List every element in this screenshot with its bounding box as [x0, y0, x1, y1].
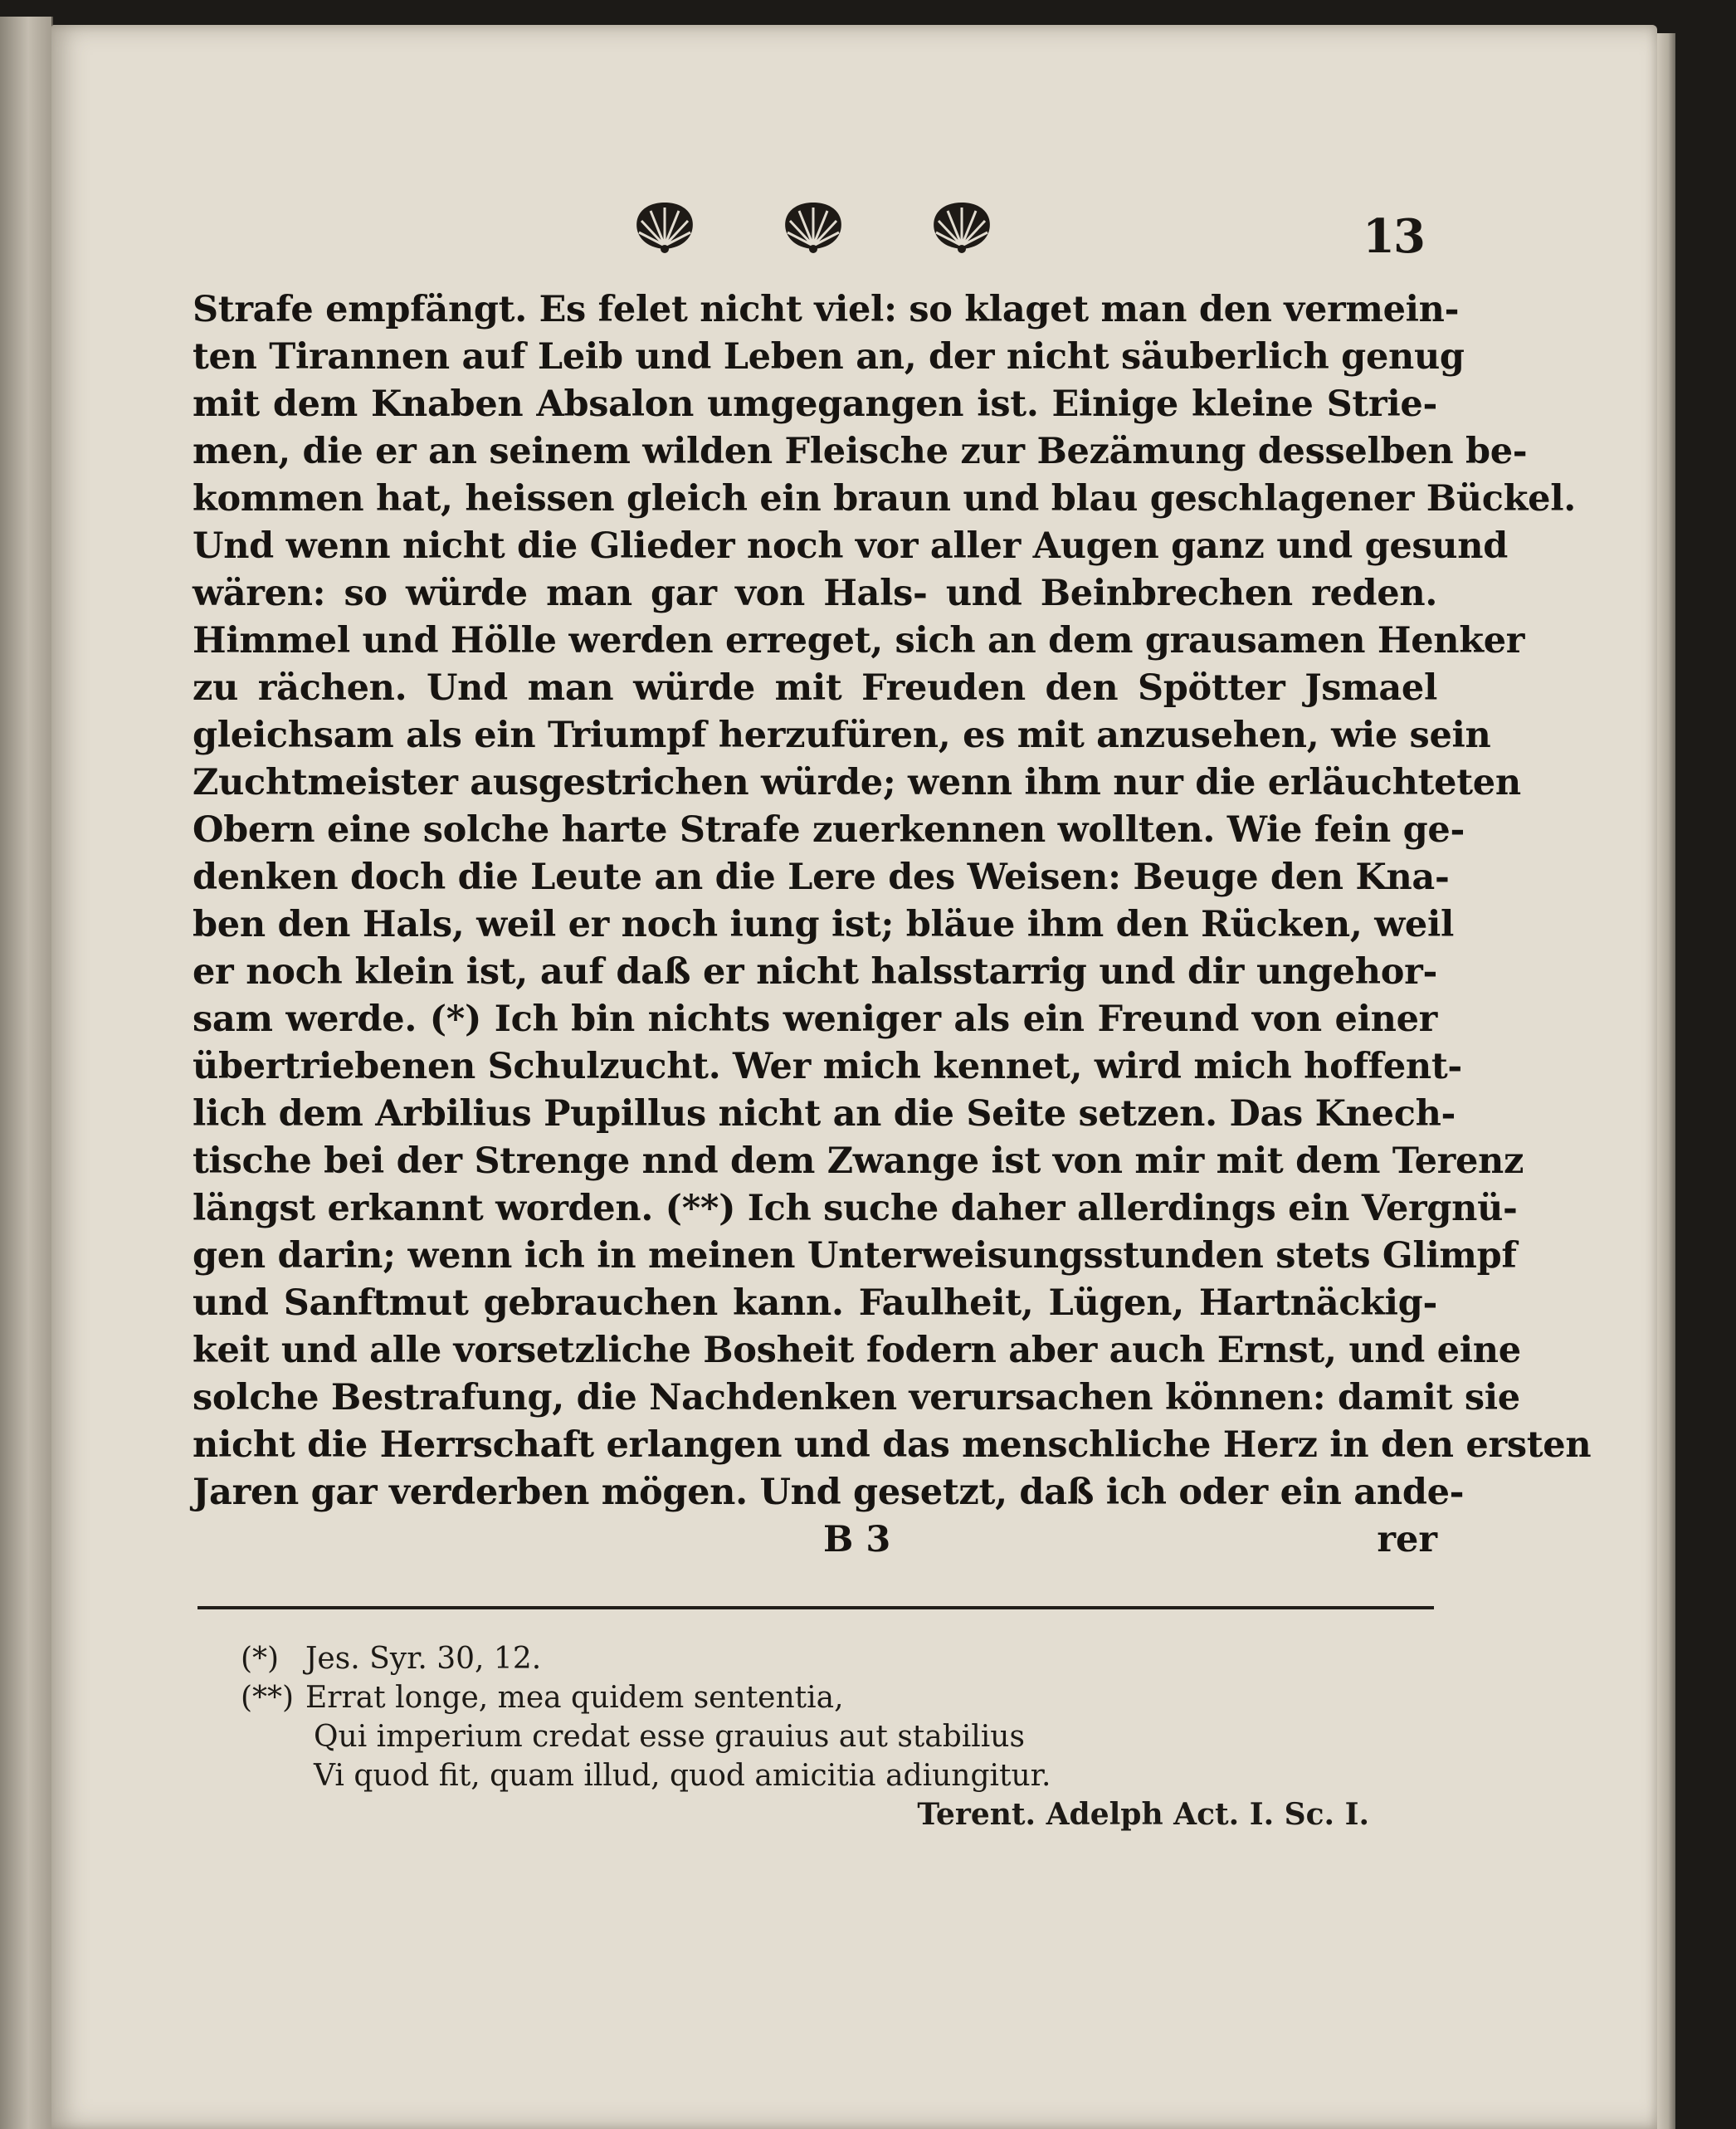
text-line: ten Tirannen auf Leib und Leben an, der nicht säuberlich genug [193, 336, 1465, 378]
text-line: keit und alle vorsetzliche Bosheit fodern aber auch Ernst, und eine [193, 1330, 1521, 1371]
signature-line [193, 1516, 1437, 1564]
text-line: tische bei der Strenge nnd dem Zwange ist von mir mit dem Terenz [193, 1140, 1524, 1182]
footnote-mark: (**) [241, 1681, 295, 1715]
header-ornaments [631, 199, 996, 266]
shell-ornament-icon [631, 199, 699, 254]
footnote-1 [241, 1639, 1427, 1678]
text-line: Strafe empfängt. Es felet nicht viel: so klaget man den vermein- [193, 289, 1460, 330]
body-text [193, 286, 1592, 1564]
text-line: Zuchtmeister ausgestrichen würde; wenn ihm nur die erläuchteten [193, 762, 1521, 803]
catchword: rer [1377, 1519, 1437, 1560]
text-line: Jaren gar verderben mögen. Und gesetzt, daß ich oder ein ande- [193, 1472, 1465, 1513]
text-line: denken doch die Leute an die Lere des Weisen: Beuge den Kna- [193, 857, 1450, 898]
footnote-source: Terent. Adelph Act. I. Sc. I. [917, 1797, 1369, 1832]
text-line: kommen hat, heissen gleich ein braun und blau geschlagener Bückel. [193, 478, 1576, 520]
footnote-text: Errat longe, mea quidem sententia, [305, 1681, 844, 1715]
text-line: Obern eine solche harte Strafe zuerkennen wollten. Wie fein ge- [193, 809, 1465, 851]
text-line: mit dem Knaben Absalon umgegangen ist. Einige kleine Strie- [193, 383, 1437, 425]
previous-page-edge [0, 17, 53, 2129]
text-line: Himmel und Hölle werden erreget, sich an dem grausamen Henker [193, 620, 1525, 662]
footnote-line: Vi quod fit, quam illud, quod amicitia adiungitur. [314, 1759, 1051, 1793]
footnote-mark: (*) [241, 1642, 280, 1676]
text-line: gen darin; wenn ich in meinen Unterweisungsstunden stets Glimpf [193, 1235, 1517, 1277]
page-block-edge [1657, 33, 1675, 2129]
text-line: sam werde. (*) Ich bin nichts weniger als ein Freund von einer [193, 999, 1437, 1040]
text-line: und Sanftmut gebrauchen kann. Faulheit, Lügen, Hartnäckig- [193, 1282, 1437, 1324]
footnote-line: Qui imperium credat esse grauius aut stabilius [314, 1720, 1025, 1754]
shell-ornament-icon [928, 199, 996, 254]
text-line: nicht die Herrschaft erlangen und das menschliche Herz in den ersten [193, 1424, 1592, 1466]
text-line: solche Bestrafung, die Nachdenken verursachen können: damit sie [193, 1377, 1520, 1419]
page-number: 13 [1363, 209, 1424, 264]
footnote-2 [241, 1678, 1427, 1717]
text-line: zu rächen. Und man würde mit Freuden den Spötter Jsmael [193, 667, 1437, 709]
text-line: er noch klein ist, auf daß er nicht halsstarrig und dir ungehor- [193, 951, 1437, 993]
text-line: ben den Hals, weil er noch iung ist; bläue ihm den Rücken, weil [193, 904, 1455, 945]
text-line: Und wenn nicht die Glieder noch vor aller Augen ganz und gesund [193, 525, 1508, 567]
footnote-rule [197, 1606, 1434, 1609]
text-line: wären: so würde man gar von Hals- und Beinbrechen reden. [193, 573, 1437, 614]
text-line: lich dem Arbilius Pupillus nicht an die Seite setzen. Das Knech- [193, 1093, 1456, 1135]
text-line: längst erkannt worden. (**) Ich suche daher allerdings ein Vergnü- [193, 1188, 1518, 1229]
text-line: men, die er an seinem wilden Fleische zur Bezämung desselben be- [193, 431, 1528, 472]
shell-ornament-icon [779, 199, 847, 254]
footnote-text: Jes. Syr. 30, 12. [305, 1642, 542, 1676]
footnotes [241, 1639, 1427, 1834]
text-line: gleichsam als ein Triumpf herzufüren, es mit anzusehen, wie sein [193, 715, 1491, 756]
signature-mark: B 3 [823, 1519, 891, 1560]
text-line: übertriebenen Schulzucht. Wer mich kennet, wird mich hoffent- [193, 1046, 1462, 1087]
